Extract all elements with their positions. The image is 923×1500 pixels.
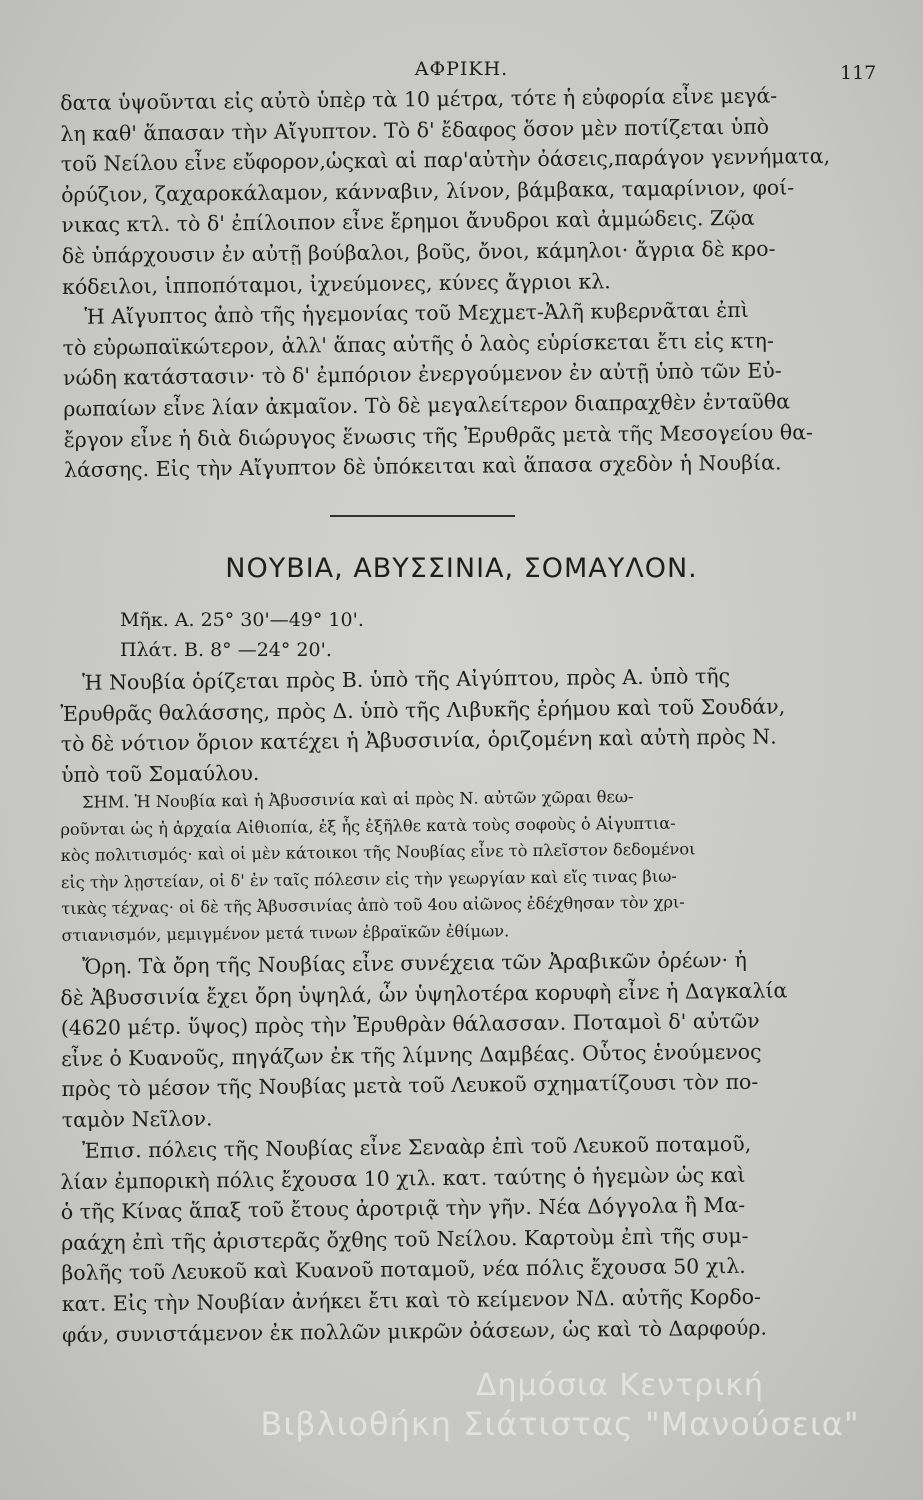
note-line: τικὰς τέχνας· οἱ δὲ τῆς Ἀβυσσινίας ἀπὸ τοῦ 4ου αἰῶνος ἐδέχθησαν τὸν χρι- [61,892,685,919]
note-line: ροῦνται ὡς ἡ ἀρχαία Αἰθιοπία, ἐξ ἧς ἐξῆλθε κατὰ τοὺς σοφοὺς ὁ Αἰγυπτια- [60,813,676,839]
text-line: νικας κτλ. τὸ δ' ἐπίλοιπον εἶνε ἔρημοι ἄνυδροι καὶ ἀμμώδεις. Ζῷα [61,206,755,238]
text-line: βολῆς τοῦ Λευκοῦ καὶ Κυανοῦ ποταμοῦ, νέα πόλις ἔχουσα 50 χιλ. [61,1254,746,1286]
text-line: τὸ δὲ νότιον ὅριον κατέχει ἡ Ἀβυσσινία, ὁριζομένη καὶ αὐτὴ πρὸς Ν. [60,724,777,757]
text-line: ταμὸν Νεῖλον. [61,1106,213,1132]
latitude: Πλάτ. Β. 8° —24° 20'. [120,639,332,661]
text-line: τὸ εὐρωπαϊκώτερον, ἀλλ' ἅπας αὐτῆς ὁ λαὸς εὑρίσκεται ἔτι εἰς κτη- [62,328,774,360]
text-line: λίαν ἐμπορικὴ πόλις ἔχουσα 10 χιλ. κατ. ταύτης ὁ ἡγεμὼν ὡς καὶ [60,1162,746,1194]
text-line: (4620 μέτρ. ὕψος) πρὸς τὴν Ἐρυθρὰν θάλασσαν. Ποταμοὶ δ' αὐτῶν [60,1008,760,1041]
text-line: δὲ Ἀβυσσινία ἔχει ὄρη ὑψηλά, ὧν ὑψηλοτέρα κορυφὴ εἶνε ἡ Δαγκαλία [60,977,788,1010]
egypt-paragraph [60,81,831,486]
page-number: 117 [840,62,877,84]
text-line: ὑπὸ τοῦ Σομαύλου. [60,760,260,787]
text-line: εἶνε ὁ Κυανοῦς, πηγάζων ἐκ τῆς λίμνης Δαμβέας. Οὗτος ἑνούμενος [60,1039,762,1071]
text-line: Ἡ Νουβία ὁρίζεται πρὸς Β. ὑπὸ τῆς Αἰγύπτου, πρὸς Α. ὑπὸ τῆς [82,663,731,695]
note-line: κὸς πολιτισμός· καὶ οἱ μὲν κάτοικοι τῆς Νουβίας εἶνε τὸ πλεῖστον δεδομένοι [60,839,696,866]
text-line: λάσσης. Εἰς τὴν Αἴγυπτον δὲ ὑπόκειται καὶ ἅπασα σχεδὸν ἡ Νουβία. [63,450,782,483]
text-line: κατ. Εἰς τὴν Νουβίαν ἀνήκει ἔτι καὶ τὸ κείμενον ΝΔ. αὐτῆς Κορδο- [61,1284,762,1316]
text-line: ραάχη ἐπὶ τῆς ἀριστερᾶς ὄχθης τοῦ Νείλου. Καρτοὺμ ἐπὶ τῆς συμ- [60,1223,749,1255]
section-title: ΝΟΥΒΙΑ, ΑΒΥΣΣΙΝΙΑ, ΣΟΜΑΥΛΟΝ. [225,553,698,584]
library-watermark-line2: Βιβλιοθήκη Σιάτιστας "Μανούσεια" [260,1405,860,1443]
text-line: ρωπαίων εἶνε λίαν ἀκμαῖον. Τὸ δὲ μεγαλείτερον διαπραχθὲν ἐνταῦθα [63,389,791,421]
text-line: ὀρύζιον, ζαχαροκάλαμον, κάνναβιν, λίνον, βάμβακα, ταμαρίνιον, φοί- [60,175,795,207]
text-line: ὁ τῆς Κίνας ἅπαξ τοῦ ἔτους ἀροτριᾷ τὴν γῆν. Νέα Δόγγολα ἢ Μα- [60,1193,746,1225]
text-line: Ἐπισ. πόλεις τῆς Νουβίας εἶνε Σεναὰρ ἐπὶ τοῦ Λευκοῦ ποταμοῦ, [82,1131,752,1163]
note-line: ΣΗΜ. Ἡ Νουβία καὶ ἡ Ἀβυσσινία καὶ αἱ πρὸς Ν. αὐτῶν χῶραι θεω- [82,786,634,812]
text-line: δατα ὑψοῦνται εἰς αὐτὸ ὑπὲρ τὰ 10 μέτρα, τότε ἡ εὐφορία εἶνε μεγά- [60,83,778,115]
text-line: κόδειλοι, ἱπποπόταμοι, ἰχνεύμονες, κύνες ἄγριοι κλ. [61,268,611,299]
text-line: Ἡ Αἴγυπτος ἀπὸ τῆς ἡγεμονίας τοῦ Μεχμετ-Ἀλῆ κυβερνᾶται ἐπὶ [84,297,749,329]
text-line: Ἐρυθρᾶς θαλάσσης, πρὸς Δ. ὑπὸ τῆς Λιβυκῆς ἐρήμου καὶ τοῦ Σουδάν, [60,694,786,726]
mountains-paragraph [60,945,788,1136]
section-divider [330,515,515,517]
nubia-paragraph [60,661,786,791]
text-line: τοῦ Νείλου εἶνε εὔφορον,ὡςκαὶ αἱ παρ'αὐτὴν ὀάσεις,παράγον γεννήματα, [60,144,831,177]
text-line: πρὸς τὸ μέσον τῆς Νουβίας μετὰ τοῦ Λευκοῦ σχηματίζουσι τὸν πο- [61,1070,759,1102]
text-line: φάν, συνιστάμενον ἐκ πολλῶν μικρῶν ὀάσεων, ὡς καὶ τὸ Δαρφούρ. [61,1315,768,1347]
note-paragraph [60,783,777,950]
cities-paragraph [60,1129,777,1351]
text-line: λη καθ' ἅπασαν τὴν Αἴγυπτον. Τὸ δ' ἔδαφος ὅσον μὲν ποτίζεται ὑπὸ [60,114,770,146]
library-watermark-line1: Δημόσια Κεντρική [475,1368,765,1403]
running-header: ΑΦΡΙΚΗ. [414,58,509,80]
coordinates [120,605,364,665]
note-line: εἰς τὴν λῃστείαν, οἱ δ' ἐν ταῖς πόλεσιν εἰς τὴν γεωργίαν καὶ εἴς τινας βιω- [60,866,677,892]
text-line: νώδη κατάστασιν· τὸ δ' ἐμπόριον ἐνεργούμενον ἐν αὐτῇ ὑπὸ τῶν Εὐ- [62,358,782,391]
longitude: Μῆκ. Α. 25° 30'—49° 10'. [120,609,364,631]
text-line: δὲ ὑπάρχουσιν ἐν αὐτῇ βούβαλοι, βοῦς, ὄνοι, κάμηλοι· ἄγρια δὲ κρο- [61,236,776,268]
text-line: ἔργον εἶνε ἡ διὰ διώρυγος ἕνωσις τῆς Ἐρυθρᾶς μετὰ τῆς Μεσογείου θα- [63,419,814,452]
text-line: Ὄρη. Τὰ ὄρη τῆς Νουβίας εἶνε συνέχεια τῶν Ἀραβικῶν ὀρέων· ἡ [82,947,748,979]
note-line: στιανισμόν, μεμιγμένον μετά τινων ἑβραϊκῶν ἐθίμων. [61,921,510,945]
